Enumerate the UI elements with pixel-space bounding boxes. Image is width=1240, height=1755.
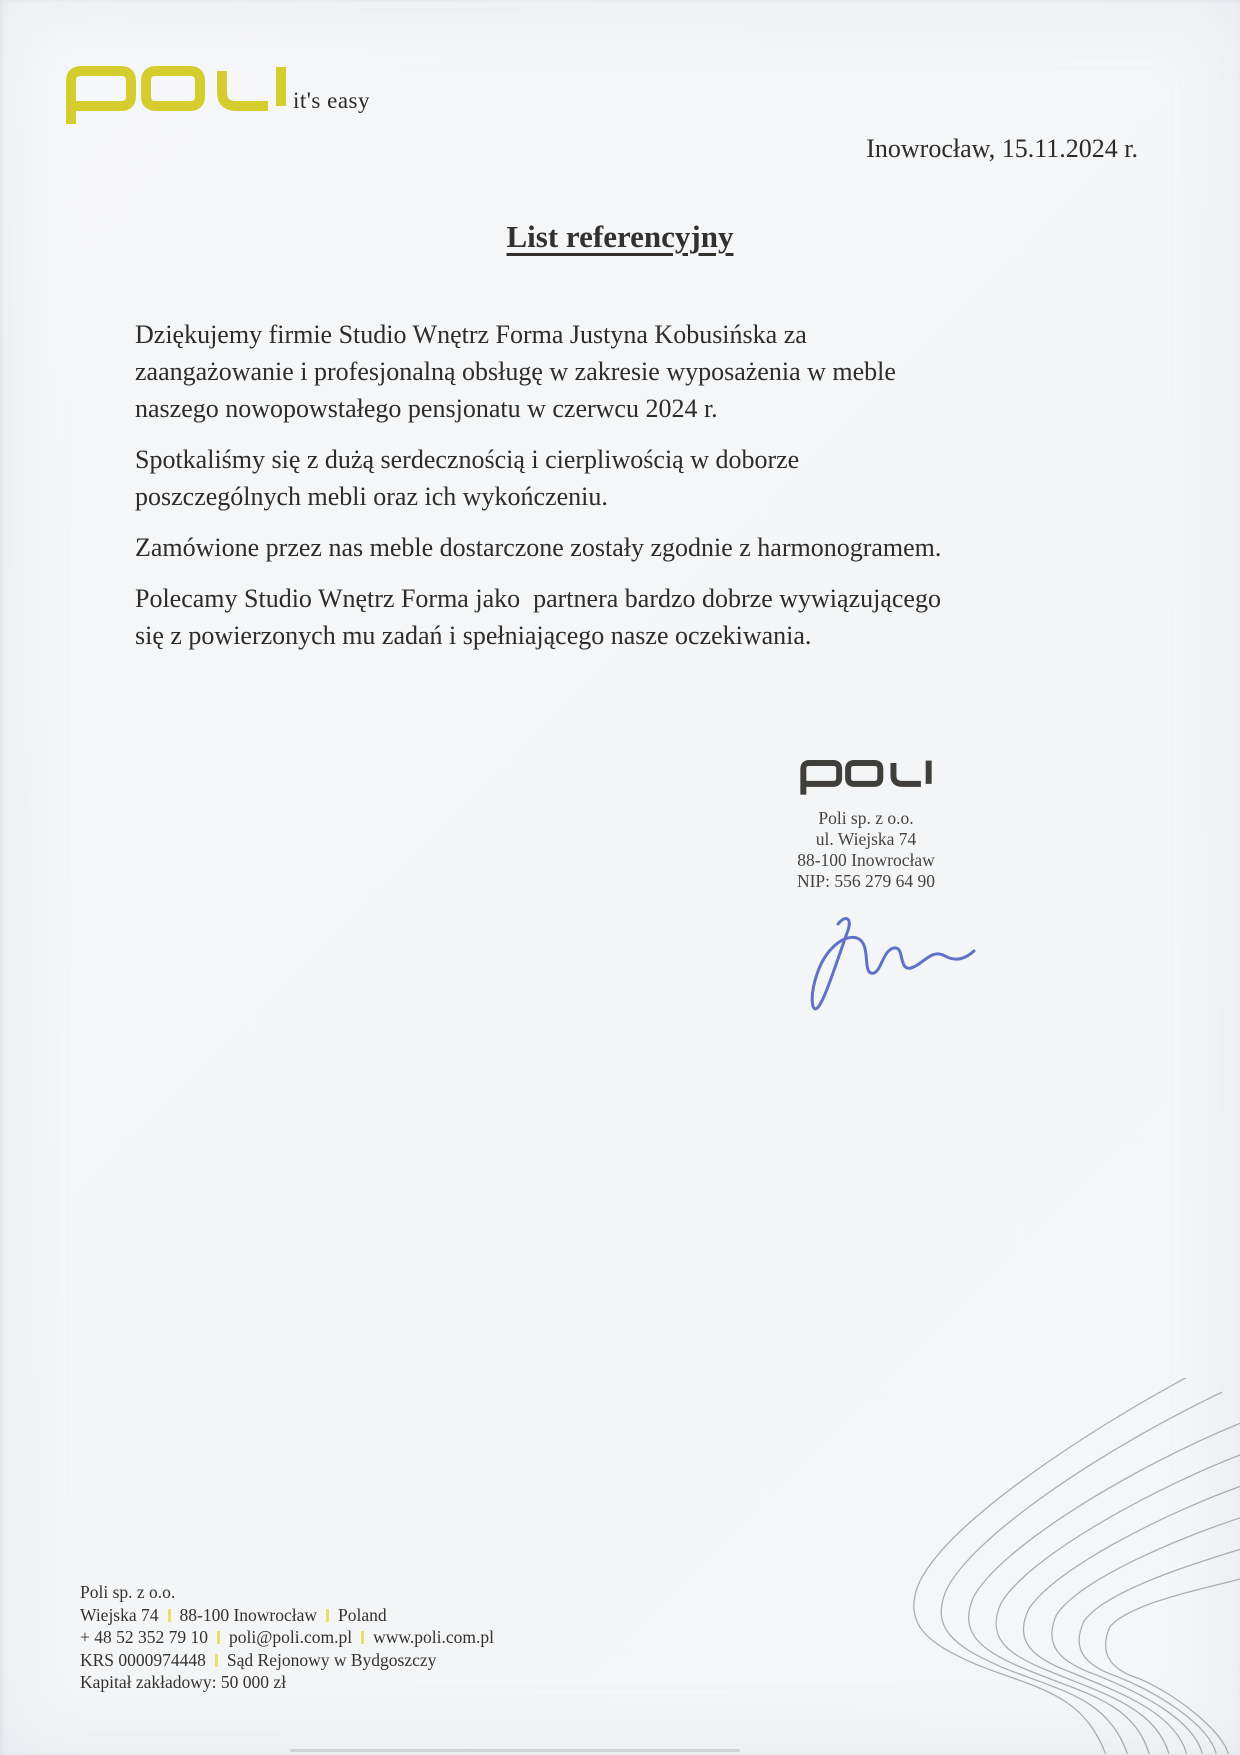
scan-artifact: [290, 1749, 740, 1752]
letter-body: [135, 316, 1125, 668]
paragraph: [135, 316, 1125, 427]
separator-bar: [215, 1654, 218, 1667]
body-line: poszczególnych mebli oraz ich wykończeniu.: [135, 482, 608, 511]
body-line: Spotkaliśmy się z dużą serdecznością i cierpliwością w doborze: [135, 445, 800, 474]
footer-registry: [80, 1649, 494, 1672]
body-line: Dziękujemy firmie Studio Wnętrz Forma Justyna Kobusińska za: [135, 320, 807, 349]
body-line: się z powierzonych mu zadań i spełniającego nasze oczekiwania.: [135, 621, 812, 650]
separator-bar: [361, 1631, 364, 1644]
stamp-company: Poli sp. z o.o.: [818, 808, 914, 828]
dateline: Inowrocław, 15.11.2024 r.: [866, 134, 1138, 163]
body-line: Polecamy Studio Wnętrz Forma jako partnera bardzo dobrze wywiązującego: [135, 584, 941, 613]
swoosh-decoration-icon: [825, 1378, 1240, 1755]
stamp-city: 88-100 Inowrocław: [797, 850, 935, 870]
footer-country: Poland: [338, 1604, 387, 1625]
page-title: List referencyjny: [506, 219, 734, 254]
stamp-street: ul. Wiejska 74: [815, 829, 917, 849]
footer-phone: + 48 52 352 79 10: [80, 1627, 208, 1647]
footer-email: poli@poli.com.pl: [229, 1627, 353, 1647]
body-line: zaangażowanie i profesjonalną obsługę w zakresie wyposażenia w meble: [135, 357, 896, 386]
footer: [80, 1581, 494, 1694]
footer-address: [80, 1604, 494, 1627]
footer-krs: KRS 0000974448: [80, 1649, 206, 1670]
separator-bar: [326, 1609, 329, 1622]
poli-logo-icon: [64, 66, 288, 128]
footer-website: www.poli.com.pl: [373, 1627, 494, 1647]
separator-bar: [168, 1609, 171, 1622]
stamp-logo-icon: [799, 760, 933, 797]
footer-capital: Kapitał zakładowy: 50 000 zł: [80, 1672, 287, 1692]
body-line: naszego nowopowstałego pensjonatu w czerwcu 2024 r.: [135, 394, 718, 423]
footer-company: Poli sp. z o.o.: [80, 1582, 176, 1602]
footer-city: 88-100 Inowrocław: [179, 1604, 318, 1625]
brand-tagline: it's easy: [293, 88, 370, 113]
paragraph: [135, 529, 1125, 566]
stamp-text: [740, 808, 992, 892]
company-stamp: [740, 760, 992, 892]
signature-icon: [786, 910, 981, 1015]
paragraph: [135, 441, 1125, 515]
separator-bar: [217, 1631, 220, 1644]
body-line: Zamówione przez nas meble dostarczone zostały zgodnie z harmonogramem.: [135, 533, 942, 562]
paragraph: [135, 580, 1125, 654]
footer-contact: [80, 1626, 494, 1649]
footer-street: Wiejska 74: [80, 1604, 159, 1625]
footer-court: Sąd Rejonowy w Bydgoszczy: [226, 1649, 437, 1670]
stamp-nip: NIP: 556 279 64 90: [796, 871, 936, 891]
